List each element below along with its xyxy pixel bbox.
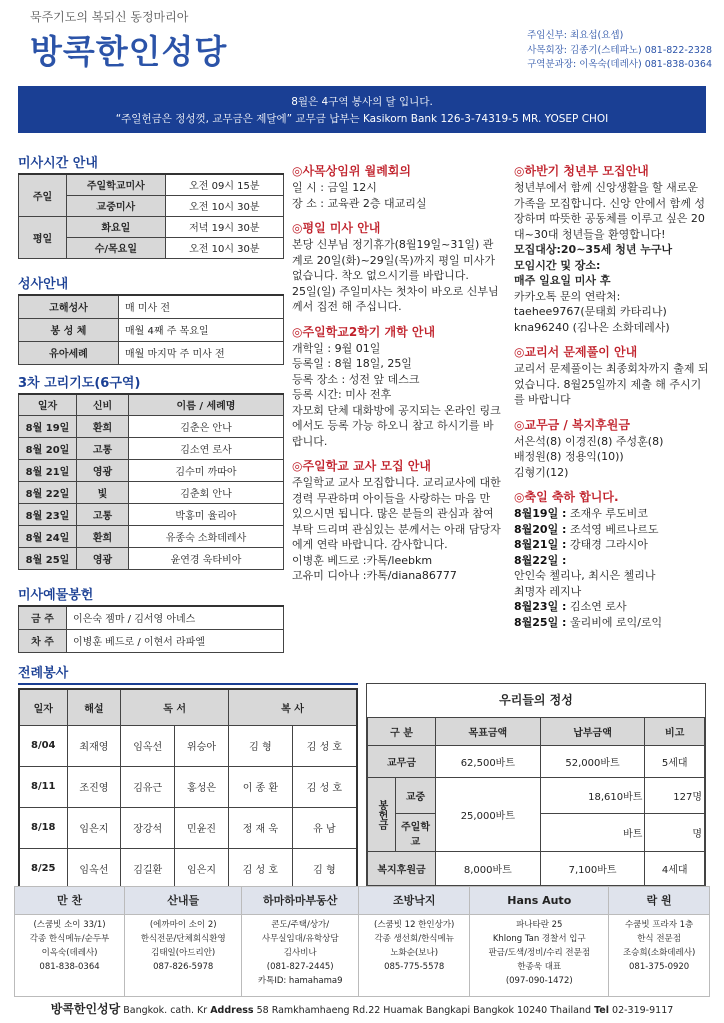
ad-line: (081-827-2445) bbox=[266, 962, 334, 972]
feast-name: 조재우 루도비코 bbox=[569, 507, 648, 520]
feast-line bbox=[514, 506, 710, 522]
ad-body bbox=[470, 915, 609, 997]
staff-line: 사목회장: 김종기(스테파노) 081-822-2328 bbox=[527, 44, 712, 56]
cell: 구 분 bbox=[368, 718, 436, 746]
cell: 독 서 bbox=[121, 689, 229, 725]
ad-line: 파나타란 25 bbox=[516, 920, 563, 930]
feast-date: 8월25일 : bbox=[514, 615, 567, 629]
notice-text: 카카오톡 문의 연락처: taehee9767(문태희 카타리나) kna96240 (김나은 소화데레사) bbox=[514, 289, 670, 334]
notice-bold: 모집대상:20~35세 청년 누구나 모임시간 및 장소: 매주 일요일 미사 후 bbox=[514, 243, 673, 287]
cell: 8월 22일 bbox=[19, 481, 77, 503]
banner-line: 8월은 4구역 봉사의 달 입니다. bbox=[291, 96, 433, 108]
cell: 8/18 bbox=[19, 807, 67, 848]
notice-heading: ◎교리서 문제풀이 안내 bbox=[514, 345, 638, 359]
cell: 윤연경 욱타비아 bbox=[129, 547, 284, 569]
cell: 62,500바트 bbox=[436, 746, 541, 778]
feast-line bbox=[514, 553, 710, 569]
staff-line: 구역분과장: 이옥숙(데레사) 081-838-0364 bbox=[527, 59, 712, 70]
cell: 김 성 호 bbox=[292, 725, 357, 766]
spacer bbox=[292, 315, 504, 321]
cell: 김길환 bbox=[121, 848, 175, 889]
spacer bbox=[292, 211, 504, 217]
cell: 8월 19일 bbox=[19, 415, 77, 437]
staff-list bbox=[527, 29, 712, 73]
ad-line: 노화순(보나) bbox=[390, 948, 439, 958]
notice-text: 서은석(8) 이경진(8) 주성훈(8) 배정원(8) 정용익(10)) 김형기(12) bbox=[514, 434, 664, 479]
offering-section bbox=[18, 584, 284, 653]
section-title: 3차 고리기도(6구역) bbox=[18, 376, 141, 391]
cell: 차 주 bbox=[19, 629, 67, 652]
spacer bbox=[514, 408, 710, 414]
notice-heading: ◎주일학교 교사 모집 안내 bbox=[292, 459, 431, 473]
cell: 정 재 욱 bbox=[228, 807, 292, 848]
table-row bbox=[19, 459, 284, 481]
ads-section bbox=[14, 886, 710, 997]
cell: 조진영 bbox=[67, 766, 121, 807]
finance-title: 우리들의 정성 bbox=[499, 693, 573, 707]
feast-line bbox=[514, 615, 710, 631]
feast-line bbox=[514, 537, 710, 553]
ad-line: (에까마이 소이 2) bbox=[149, 920, 217, 930]
banner-line: “주일헌금은 정성껏, 교무금은 제달에” 교무금 납부는 Kasikorn Bank 126-3-74319-5 MR. YOSEP CHOI bbox=[115, 113, 609, 125]
ad-body bbox=[359, 915, 470, 997]
cell: 최재영 bbox=[67, 725, 121, 766]
footer-name: 방콕한인성당 bbox=[50, 1002, 121, 1016]
cell: 수/목요일 bbox=[67, 237, 166, 258]
finance-table bbox=[367, 717, 705, 886]
cell: 8,000바트 bbox=[436, 852, 541, 886]
sacrament-table bbox=[18, 294, 284, 365]
ad-line: Khlong Tan 경찰서 입구 bbox=[492, 934, 586, 944]
spacer bbox=[292, 584, 504, 590]
cell: 박홍미 율리아 bbox=[129, 503, 284, 525]
feast-name: 울리비에 로익/로익 bbox=[569, 615, 663, 629]
cell: 오전 10시 30분 bbox=[165, 237, 283, 258]
cell: 바트 bbox=[540, 814, 645, 852]
spacer bbox=[292, 449, 504, 455]
liturgy-section bbox=[18, 662, 358, 890]
cell: 고통 bbox=[77, 437, 129, 459]
cell: 금 주 bbox=[19, 606, 67, 629]
notice-heading: ◎주일학교2학기 개학 안내 bbox=[292, 324, 436, 339]
ads-header-row bbox=[15, 887, 710, 915]
cell: 52,000바트 bbox=[540, 746, 645, 778]
notice-text: 주일학교 교사 모집합니다. 교리교사에 대한 경력 무관하며 아이들을 사랑하는 마음 만 있으시면 됩니다. 많은 분들의 관심과 참여 부탁 드리며 관심있는 분께서는 아래 담당자에게 연락 바랍니다. 감사합니다. 이병훈 베드로 :카톡/leebkm 고유미 디아나 :카톡/diana86777 bbox=[292, 476, 501, 582]
ad-line: 각종 생선회/한식메뉴 bbox=[374, 934, 454, 944]
notice-text: 본당 신부님 정기휴가(8월19일~31일) 관계로 20일(화)~29일(목)까지 평일 미사가 없습니다. 착오 없으시기를 바랍니다. 25일(일) 주일미사는 첫차이 바오로 신부님께서 집전 해 주십니다. bbox=[292, 238, 499, 313]
table-row bbox=[19, 415, 284, 437]
cell: 8월 23일 bbox=[19, 503, 77, 525]
cell: 매월 마지막 주 미사 전 bbox=[119, 341, 284, 364]
cell: 유아세례 bbox=[19, 341, 119, 364]
ad-title: 산내들 bbox=[125, 887, 242, 915]
cell: 김소연 로사 bbox=[129, 437, 284, 459]
feast-line bbox=[514, 599, 710, 615]
cell: 홍성은 bbox=[175, 766, 229, 807]
section-title: 전례봉사 bbox=[18, 662, 358, 685]
ad-line: 081-838-0364 bbox=[39, 962, 100, 972]
cell: 위승아 bbox=[175, 725, 229, 766]
cell: 명 bbox=[645, 814, 705, 852]
table-row bbox=[19, 725, 357, 766]
cell: 매월 4째 주 목요일 bbox=[119, 318, 284, 341]
cell: 화요일 bbox=[67, 216, 166, 237]
feast-line bbox=[514, 584, 710, 600]
ad-line: (097-090-1472) bbox=[505, 976, 573, 986]
cell: 이은숙 젬마 / 김서영 아녜스 bbox=[67, 606, 284, 629]
table-row bbox=[19, 437, 284, 459]
feast-name: 조석영 베르나르도 bbox=[569, 522, 659, 536]
ad-line: 카톡ID: hamahama9 bbox=[257, 976, 343, 986]
mass-table bbox=[18, 173, 284, 259]
cell: 봉 성 체 bbox=[19, 318, 119, 341]
ad-title: 하마하마부동산 bbox=[242, 887, 359, 915]
ad-line: 김사비나 bbox=[283, 948, 317, 958]
ad-title: 조방낙지 bbox=[359, 887, 470, 915]
feast-name: 최명자 레지나 bbox=[514, 584, 582, 598]
cell: 고해성사 bbox=[19, 295, 119, 318]
cell: 18,610바트 bbox=[540, 778, 645, 814]
cell: 8/04 bbox=[19, 725, 67, 766]
cell: 이병훈 베드로 / 이현서 라파엘 bbox=[67, 629, 284, 652]
ad-line: 판금/도색/정비/수리 전문점 bbox=[488, 948, 591, 958]
footer-tel-label: Tel bbox=[594, 1005, 609, 1016]
ad-line: 한식전문/단체회식환영 bbox=[140, 934, 226, 944]
table-row bbox=[19, 848, 357, 889]
cell: 5세대 bbox=[645, 746, 705, 778]
ad-title: Hans Auto bbox=[470, 887, 609, 915]
rosary-section bbox=[18, 372, 284, 570]
cell: 비고 bbox=[645, 718, 705, 746]
cell: 임은지 bbox=[175, 848, 229, 889]
ad-line: 087-826-5978 bbox=[153, 962, 214, 972]
cell: 납부금액 bbox=[540, 718, 645, 746]
table-row bbox=[19, 481, 284, 503]
notice-heading: ◎축일 축하 합니다. bbox=[514, 490, 619, 504]
ads-table bbox=[14, 886, 710, 997]
cell: 8월 25일 bbox=[19, 547, 77, 569]
cell: 일자 bbox=[19, 394, 77, 415]
feast-line bbox=[514, 568, 710, 584]
cell: 교무금 bbox=[368, 746, 436, 778]
ad-line: 콘도/주택/상가/ bbox=[271, 920, 330, 930]
feast-date: 8월21일 : bbox=[514, 538, 567, 551]
cell: 임옥선 bbox=[121, 725, 175, 766]
ad-line: 081-375-0920 bbox=[629, 962, 690, 972]
footer-address: 58 Ramkhamhaeng Rd.22 Huamak Bangkapi Bangkok 10240 Thailand bbox=[256, 1005, 592, 1016]
ad-line: (스쿰빗 12 한인상가) bbox=[374, 920, 455, 930]
cell: 유종숙 소화데레사 bbox=[129, 525, 284, 547]
ad-line: 김태일(아드리안) bbox=[151, 948, 216, 958]
ad-line: 이옥숙(데레사) bbox=[41, 948, 98, 958]
cell: 주일학교미사 bbox=[67, 174, 166, 195]
cell: 유 남 bbox=[292, 807, 357, 848]
cell: 주일 bbox=[19, 174, 67, 216]
cell: 김 성 호 bbox=[292, 766, 357, 807]
cell: 8월 20일 bbox=[19, 437, 77, 459]
sacrament-section bbox=[18, 273, 284, 365]
cell: 7,100바트 bbox=[540, 852, 645, 886]
notice-text: 청년부에서 함께 신앙생활을 할 새로운 가족을 모집합니다. 신앙 안에서 함께 성장하며 따뜻한 공동체를 이루고 싶은 20대~30대 청년들을 환영합니다! bbox=[514, 181, 705, 241]
ad-line: 한종욱 대표 bbox=[517, 962, 562, 972]
table-row bbox=[19, 766, 357, 807]
cell: 평일 bbox=[19, 216, 67, 258]
cell: 김수미 까따아 bbox=[129, 459, 284, 481]
ad-line: (스쿰빗 소이 33/1) bbox=[33, 920, 106, 930]
feast-line bbox=[514, 522, 710, 538]
ad-line: 각종 한식메뉴/순두부 bbox=[29, 934, 110, 944]
liturgy-table bbox=[18, 688, 358, 890]
cell: 장강석 bbox=[121, 807, 175, 848]
cell: 영광 bbox=[77, 459, 129, 481]
footer-tel: 02-319-9117 bbox=[612, 1005, 674, 1016]
notice-heading: ◎하반기 청년부 모집안내 bbox=[514, 164, 649, 178]
cell: 오전 09시 15분 bbox=[165, 174, 283, 195]
cell: 이 종 환 bbox=[228, 766, 292, 807]
cell: 127명 bbox=[645, 778, 705, 814]
cell: 민윤진 bbox=[175, 807, 229, 848]
cell: 25,000바트 bbox=[436, 778, 541, 852]
feast-name: 김소연 로사 bbox=[569, 600, 627, 613]
feast-date: 8월20일 : bbox=[514, 522, 567, 536]
ad-line: 조승희(소화데레사) bbox=[622, 948, 696, 958]
ad-line: 사무실임대/유학상담 bbox=[261, 934, 339, 944]
cell: 환희 bbox=[77, 525, 129, 547]
ad-title: 락 원 bbox=[609, 887, 710, 915]
cell: 복 사 bbox=[228, 689, 357, 725]
cell: 김 성 호 bbox=[228, 848, 292, 889]
staff-line: 주임신부: 최요섭(요셉) bbox=[527, 30, 624, 41]
feast-name: 안인숙 첼리나, 최시은 첼리나 bbox=[514, 569, 656, 582]
cell: 김유근 bbox=[121, 766, 175, 807]
notice-text: 교리서 문제풀이는 최종회차까지 출제 되었습니다. 8월25일까지 제출 해 주시기를 바랍니다 bbox=[514, 362, 709, 406]
ad-line: 085-775-5578 bbox=[384, 962, 445, 972]
cell: 목표금액 bbox=[436, 718, 541, 746]
feast-name: 강태경 그라시아 bbox=[569, 538, 648, 551]
table-row bbox=[19, 807, 357, 848]
cell: 김춘회 안나 bbox=[129, 481, 284, 503]
ads-body-row bbox=[15, 915, 710, 997]
header-subtitle: 묵주기도의 복되신 동정마리아 bbox=[30, 10, 189, 24]
cell: 임은지 bbox=[67, 807, 121, 848]
cell: 8월 21일 bbox=[19, 459, 77, 481]
cell: 일자 bbox=[19, 689, 67, 725]
ad-line: 한식 전문점 bbox=[637, 934, 681, 944]
cell: 교중 bbox=[396, 778, 436, 814]
notice-column-right bbox=[514, 160, 710, 636]
notice-column-middle bbox=[292, 160, 504, 590]
cell: 신비 bbox=[77, 394, 129, 415]
cell: 환희 bbox=[77, 415, 129, 437]
mass-section bbox=[18, 152, 284, 259]
cell: 해설 bbox=[67, 689, 121, 725]
cell: 봉헌금 bbox=[368, 778, 396, 852]
cell: 8월 24일 bbox=[19, 525, 77, 547]
cell: 매 미사 전 bbox=[119, 295, 284, 318]
cell: 4세대 bbox=[645, 852, 705, 886]
cell: 빛 bbox=[77, 481, 129, 503]
feast-date: 8월23일 : bbox=[514, 600, 567, 613]
cell: 영광 bbox=[77, 547, 129, 569]
spacer bbox=[514, 480, 710, 486]
footer-addr-label: Address bbox=[210, 1005, 254, 1016]
ad-body bbox=[242, 915, 359, 997]
footer bbox=[0, 1000, 724, 1017]
notice-text: 개학일 : 9월 01일 등록일 : 8월 18일, 25일 등록 장소 : 성전 앞 데스크 등록 시간: 미사 전후 자모회 단체 대화방에 공지되는 온라인 링크에서도 등록 가능 하오니 참고 하시기를 바랍니다. bbox=[292, 341, 501, 448]
cell: 고통 bbox=[77, 503, 129, 525]
spacer bbox=[514, 630, 710, 636]
spacer bbox=[514, 335, 710, 341]
notice-heading: ◎평일 미사 안내 bbox=[292, 221, 381, 235]
ad-line: 수쿰빗 프라자 1층 bbox=[624, 920, 694, 930]
ad-body bbox=[125, 915, 242, 997]
ad-body bbox=[609, 915, 710, 997]
cell: 교중미사 bbox=[67, 195, 166, 216]
cell: 이름 / 세례명 bbox=[129, 394, 284, 415]
ad-title: 만 찬 bbox=[15, 887, 125, 915]
footer-en: Bangkok. cath. Kr bbox=[123, 1005, 208, 1016]
cell: 임옥선 bbox=[67, 848, 121, 889]
cell: 8/11 bbox=[19, 766, 67, 807]
cell: 김춘은 안나 bbox=[129, 415, 284, 437]
table-row bbox=[19, 525, 284, 547]
offering-table bbox=[18, 605, 284, 653]
section-title: 성사안내 bbox=[18, 277, 69, 292]
notice-heading: ◎사목상임위 월례회의 bbox=[292, 164, 411, 178]
rosary-table bbox=[18, 393, 284, 570]
notice-banner bbox=[18, 86, 706, 133]
cell: 저녁 19시 30분 bbox=[165, 216, 283, 237]
table-row bbox=[19, 547, 284, 569]
section-title: 미사시간 안내 bbox=[18, 156, 98, 171]
cell: 김 형 bbox=[292, 848, 357, 889]
cell: 김 형 bbox=[228, 725, 292, 766]
notice-heading: ◎교무금 / 복지후원금 bbox=[514, 417, 630, 432]
cell: 8/25 bbox=[19, 848, 67, 889]
finance-section bbox=[366, 683, 706, 887]
feast-date: 8월22일 : bbox=[514, 553, 567, 567]
cell: 주일학교 bbox=[396, 814, 436, 852]
table-row bbox=[19, 503, 284, 525]
section-title: 미사예물봉헌 bbox=[18, 588, 94, 603]
cell: 복지후원금 bbox=[368, 852, 436, 886]
ad-body bbox=[15, 915, 125, 997]
feast-date: 8월19일 : bbox=[514, 507, 567, 520]
cell: 오전 10시 30분 bbox=[165, 195, 283, 216]
page-title: 방콕한인성당 bbox=[30, 32, 228, 71]
notice-text: 일 시 : 금일 12시 장 소 : 교육관 2층 대교리실 bbox=[292, 181, 427, 210]
